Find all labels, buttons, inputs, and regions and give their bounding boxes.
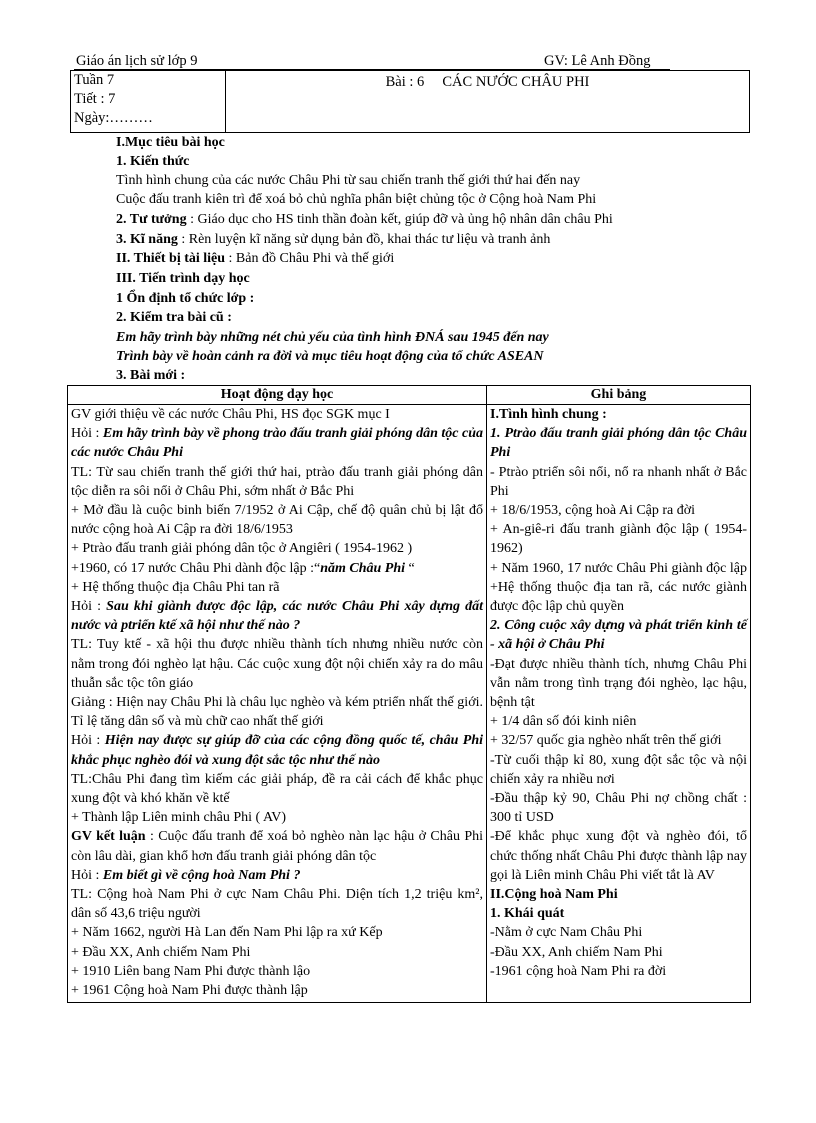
note-line [490,520,747,558]
note-text: - Ptrào ptriển sôi nổi, nổ ra nhanh nhất ở Bắc Phi [490,464,747,499]
period-label: Tiết : 7 [74,91,116,107]
materials-text: : Bản đồ Châu Phi và thế giới [225,251,395,266]
note-line [490,501,747,520]
activity-line [71,463,483,501]
review-question-2: Trình bày về hoàn cảnh ra đời và mục tiêu hoạt động của tổ chức ASEAN [116,349,544,364]
activity-question: Sau khi giành được độc lập, các nước Châu Phi xây dựng đất nước và ptriển ktế xã hội như thế nào ? [71,599,484,634]
note-text: -Từ cuối thập kỉ 80, xung đột sắc tộc và nội chiến xảy ra nhiều nơi [490,752,747,787]
activity-question: Hiện nay được sự giúp đỡ của các cộng đồng quốc tế, châu Phi khắc phục nghèo đói và xung đột sắc tộc như thế nào [71,733,484,768]
activity-line [71,923,483,942]
note-line [490,751,747,789]
note-line [490,463,747,501]
ideology-label: 2. Tư tưởng [116,212,187,227]
note-line [490,405,747,424]
note-text: -Đầu XX, Anh chiếm Nam Phi [490,944,663,960]
note-text: + 32/57 quốc gia nghèo nhất trên thế giới [490,733,722,749]
activity-question: Em biết gì về cộng hoà Nam Phi ? [102,867,301,883]
process-heading: III. Tiến trình dạy học [116,271,250,286]
note-line [490,655,747,713]
lesson-title: Bài : 6 CÁC NƯỚC CHÂU PHI [226,71,750,133]
new-lesson-heading: 3. Bài mới : [116,368,186,383]
activities-column-header: Hoạt động dạy học [68,386,487,405]
note-line [490,616,747,654]
note-line [490,827,747,885]
knowledge-heading: 1. Kiến thức [116,154,190,169]
page-header [74,51,670,70]
week-label: Tuần 7 [74,72,115,88]
class-organization: 1 Ổn định tổ chức lớp : [116,291,255,306]
activity-prefix: Hỏi : [71,599,107,615]
activity-line [71,501,483,539]
activity-text: TL: Tuy ktế - xã hội thu được nhiều thành tích nhưng nhiều nước còn nằm trong đói nghèo lạt hậu. Các cuộc xung đột nội chiến xảy ra do mâu thuẫn sắc tộc tôn giáo [71,637,483,691]
activity-line [71,827,483,865]
skills-label: 3. Kĩ năng [116,232,178,247]
activity-text: : Cuộc đấu tranh để xoá bỏ nghèo nàn lạc hậu ở Châu Phi còn lâu dài, gian khổ hơn đấu tranh giải phóng dân tộc [71,829,483,864]
note-bold: 1. Khái quát [490,906,565,922]
review-heading: 2. Kiểm tra bài cũ : [116,310,232,325]
ideology-text: : Giáo dục cho HS tinh thần đoàn kết, giúp đỡ và ủng hộ nhân dân châu Phi [186,212,613,227]
activity-text: + Ptrào đấu tranh giải phóng dân tộc ở Angiêri ( 1954-1962 ) [71,541,413,557]
activity-line [71,597,483,635]
activity-text: TL:Châu Phi đang tìm kiếm các giải pháp, đề ra cải cách để khắc phục xung đột và khó khăn về ktế [71,771,483,807]
note-text: + Năm 1960, 17 nước Châu Phi giành độc lập [490,560,747,576]
note-text: -Đầu thập kỷ 90, Châu Phi nợ chồng chất : 300 tỉ USD [490,791,747,826]
knowledge-line-1: Tình hình chung của các nước Châu Phi từ sau chiến tranh thế giới thứ hai đến nay [116,173,581,188]
activity-prefix: Hỏi : [71,426,103,442]
activity-text: + Đầu XX, Anh chiếm Nam Phi [71,944,251,960]
activity-line [71,962,483,981]
note-line [490,789,747,827]
header-teacher: GV: Lê Anh Đồng [544,53,651,69]
activity-text: + Thành lập Liên minh châu Phi ( AV) [71,810,287,826]
note-bold: II.Cộng hoà Nam Phi [490,887,618,903]
lesson-info-table [70,70,750,133]
activity-text: + 1961 Cộng hoà Nam Phi được thành lập [71,983,308,999]
activity-line [71,635,483,693]
note-line [490,578,747,616]
activity-text: Giảng : Hiện nay Châu Phi là châu lục nghèo và kém ptriển nhất thế giới. Tỉ lệ tăng dân số và mù chữ cao nhất thế giới [71,695,483,730]
note-line [490,731,747,750]
note-text: -Để khắc phục xung đột và nghèo đói, tổ chức thống nhất Châu Phi được thành lập nay gọi là Liên minh Châu Phi viết tắt là AV [490,829,747,883]
note-text: -1961 cộng hoà Nam Phi ra đời [490,963,667,979]
knowledge-line-2: Cuộc đấu tranh kiên trì để xoá bỏ chủ nghĩa phân biệt chủng tộc ở Cộng hoà Nam Phi [116,192,597,207]
activity-question: Em hãy trình bày về phong trào đấu tranh giải phóng dân tộc của các nước Châu Phi [71,426,483,461]
lesson-table [67,385,751,1003]
activity-question: năm Châu Phi [320,560,406,576]
teaching-activities-cell [68,405,487,1003]
activity-line [71,770,483,808]
header-subject: Giáo án lịch sử lớp 9 [76,53,198,69]
note-line [490,923,747,942]
note-text: + 18/6/1953, cộng hoà Ai Cập ra đời [490,503,696,519]
activity-text: TL: Cộng hoà Nam Phi ở cực Nam Châu Phi. Diện tích 1,2 triệu km², dân số 43,6 triệu người [71,887,483,922]
activity-text: TL: Từ sau chiến tranh thế giới thứ hai, ptrào đấu tranh giải phóng dân tộc diễn ra sôi nổi ở Châu Phi, sớm nhất ở Bắc Phi [71,464,483,499]
activity-text: GV giới thiệu về các nước Châu Phi, HS đọc SGK mục I [71,407,390,422]
activity-line [71,808,483,827]
note-line [490,962,747,981]
note-text: -Đạt được nhiều thành tích, nhưng Châu Phi vẫn nằm trong tình trạng đói nghèo, lạc hậu, bệnh tật [490,656,747,711]
activity-prefix: Hỏi : [71,867,103,883]
activity-text: + Mở đầu là cuộc binh biến 7/1952 ở Ai Cập, chế độ quân chủ bị lật đổ nước cộng hoà Ai Cập ra đời 18/6/1953 [71,503,483,538]
objectives-heading: I.Mục tiêu bài học [116,135,225,150]
materials-line [116,249,394,269]
activity-line [71,731,483,769]
note-line [490,904,747,923]
note-text: + 1/4 dân số đói kinh niên [490,714,637,730]
activity-line [71,424,483,462]
note-text: -Nằm ở cực Nam Châu Phi [490,925,643,941]
note-heading: 1. Ptrào đấu tranh giải phóng dân tộc Châu Phi [490,426,747,461]
activity-line [71,943,483,962]
note-heading: 2. Công cuộc xây dựng và phát triển kinh tế - xã hội ở Châu Phi [490,618,747,653]
review-question-1: Em hãy trình bày những nét chủ yếu của tình hình ĐNÁ sau 1945 đến nay [116,330,549,345]
note-line [490,943,747,962]
note-text: +Hệ thống thuộc địa tan rã, các nước giành được độc lập chủ quyền [490,579,747,615]
skills-text: : Rèn luyện kĩ năng sử dụng bản đồ, khai thác tư liệu và tranh ảnh [177,232,551,247]
activity-text: + Hệ thống thuộc địa Châu Phi tan rã [71,579,280,595]
activity-text: +1960, có 17 nước Châu Phi dành độc lập :“ [71,560,321,576]
date-label: Ngày:……… [74,110,153,126]
note-line [490,885,747,904]
note-text: + An-giê-ri đấu tranh giành độc lập ( 1954-1962) [490,522,747,557]
ideology-line [116,210,613,230]
activity-text: + 1910 Liên bang Nam Phi được thành lậo [71,963,311,979]
activity-line [71,693,483,731]
board-notes-cell [487,405,751,1003]
note-line [490,712,747,731]
activity-line [71,981,483,1000]
activity-suffix: “ [405,560,415,576]
notes-column-header: Ghi bảng [487,386,751,405]
activity-line [71,539,483,558]
activity-line [71,578,483,597]
lesson-meta-cell [71,71,226,133]
skills-line [116,230,550,250]
note-line [490,424,747,462]
activity-bold: GV kết luận [71,829,146,845]
activity-line [71,559,483,578]
activity-text: + Năm 1662, người Hà Lan đến Nam Phi lập ra xứ Kếp [71,925,383,941]
activity-line [71,405,483,424]
activity-line [71,885,483,923]
activity-line [71,866,483,885]
note-line [490,559,747,578]
note-bold: I.Tình hình chung : [490,407,607,422]
activity-prefix: Hỏi : [71,733,105,749]
materials-label: II. Thiết bị tài liệu [116,251,226,266]
